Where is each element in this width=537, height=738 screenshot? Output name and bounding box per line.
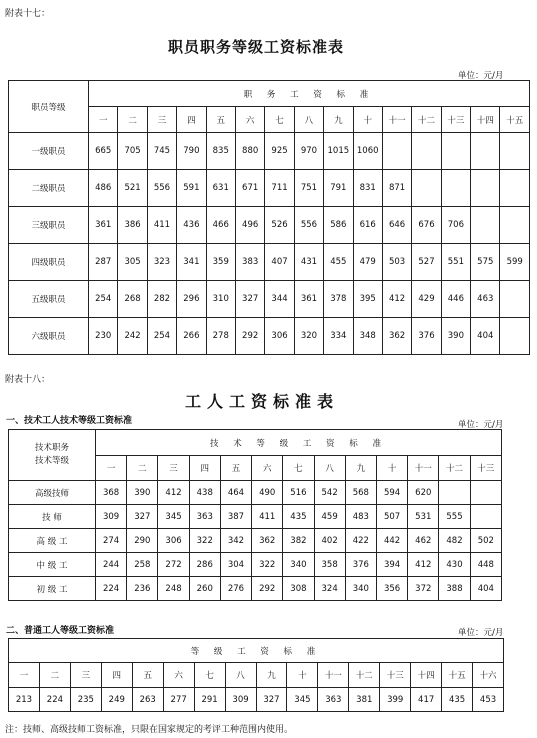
table-cell: 320 <box>294 318 323 355</box>
column-header: 九 <box>345 456 376 481</box>
table-cell: 278 <box>206 318 235 355</box>
table-cell: 568 <box>345 481 376 505</box>
table-cell: 362 <box>382 318 411 355</box>
column-header: 五 <box>220 456 251 481</box>
table-cell: 249 <box>101 688 132 712</box>
table-cell: 412 <box>382 281 411 318</box>
column-header: 十四 <box>411 663 442 688</box>
table-cell: 388 <box>439 577 470 601</box>
table-cell: 671 <box>235 170 264 207</box>
ordinary-worker-salary-table <box>8 638 504 712</box>
corner-header: 职员等级 <box>9 81 89 133</box>
table-cell: 290 <box>127 529 158 553</box>
table-cell: 395 <box>353 281 382 318</box>
table-cell: 751 <box>294 170 323 207</box>
table-cell: 438 <box>189 481 220 505</box>
table-cell <box>500 281 530 318</box>
table-cell: 306 <box>265 318 294 355</box>
table-cell: 706 <box>441 207 470 244</box>
table-row <box>9 170 530 207</box>
table-cell <box>471 207 500 244</box>
column-header: 四 <box>189 456 220 481</box>
table-cell: 435 <box>442 688 473 712</box>
table-cell: 466 <box>206 207 235 244</box>
group-header: 职 务 工 资 标 准 <box>89 81 530 107</box>
table-cell: 925 <box>265 133 294 170</box>
column-header: 十三 <box>470 456 501 481</box>
table-cell: 386 <box>118 207 147 244</box>
appendix-17-label: 附表十七： <box>5 9 51 19</box>
table-cell <box>500 207 530 244</box>
table-cell: 390 <box>441 318 470 355</box>
table-cell: 412 <box>158 481 189 505</box>
corner-header-a: 技术职务 <box>34 443 69 453</box>
table-17-title: 职员职务等级工资标准表 <box>168 38 345 56</box>
table-cell: 556 <box>147 170 176 207</box>
column-header: 二 <box>39 663 70 688</box>
appendix-18-label: 附表十八： <box>5 375 51 385</box>
column-header: 四 <box>101 663 132 688</box>
table-cell: 745 <box>147 133 176 170</box>
column-header: 七 <box>265 107 294 133</box>
table-cell: 308 <box>283 577 314 601</box>
table-cell: 575 <box>471 244 500 281</box>
table-cell: 599 <box>500 244 530 281</box>
table-cell: 711 <box>265 170 294 207</box>
table-cell: 341 <box>177 244 206 281</box>
table-cell: 435 <box>283 505 314 529</box>
table-cell: 230 <box>89 318 118 355</box>
table-cell: 486 <box>89 170 118 207</box>
row-label: 高 级 工 <box>9 529 96 553</box>
row-label: 初 级 工 <box>9 577 96 601</box>
row-label: 四级职员 <box>9 244 89 281</box>
column-header: 五 <box>132 663 163 688</box>
table-cell: 277 <box>163 688 194 712</box>
table-cell: 394 <box>376 553 407 577</box>
table-cell: 381 <box>349 688 380 712</box>
section-1-unit: 单位：元/月 <box>458 420 504 430</box>
column-header: 十三 <box>441 107 470 133</box>
table-cell: 344 <box>265 281 294 318</box>
table-cell: 404 <box>470 577 501 601</box>
table-cell: 372 <box>408 577 439 601</box>
table-cell: 361 <box>294 281 323 318</box>
table-cell: 526 <box>265 207 294 244</box>
table-cell: 348 <box>353 318 382 355</box>
row-label: 三级职员 <box>9 207 89 244</box>
table-cell: 831 <box>353 170 382 207</box>
table-cell: 368 <box>96 481 127 505</box>
table-17-unit: 单位：元/月 <box>458 71 504 81</box>
table-cell: 442 <box>376 529 407 553</box>
table-cell: 292 <box>252 577 283 601</box>
table-cell: 376 <box>345 553 376 577</box>
table-row <box>9 481 502 505</box>
table-cell: 358 <box>314 553 345 577</box>
table-cell: 287 <box>89 244 118 281</box>
table-cell: 527 <box>412 244 441 281</box>
table-cell <box>382 133 411 170</box>
column-header: 十一 <box>318 663 349 688</box>
row-label: 一级职员 <box>9 133 89 170</box>
footnote: 注：技师、高级技师工资标准，只限在国家规定的考评工种范围内使用。 <box>5 725 294 735</box>
table-cell: 422 <box>345 529 376 553</box>
table-cell: 455 <box>324 244 353 281</box>
column-header: 二 <box>118 107 147 133</box>
table-cell: 542 <box>314 481 345 505</box>
table-cell: 835 <box>206 133 235 170</box>
table-cell <box>500 170 530 207</box>
table-cell: 399 <box>380 688 411 712</box>
table-cell: 292 <box>235 318 264 355</box>
table-cell: 791 <box>324 170 353 207</box>
table-cell: 646 <box>382 207 411 244</box>
table-cell: 322 <box>252 553 283 577</box>
table-cell: 236 <box>127 577 158 601</box>
table-cell: 306 <box>158 529 189 553</box>
table-cell: 363 <box>318 688 349 712</box>
table-cell: 224 <box>39 688 70 712</box>
table-row <box>9 505 502 529</box>
column-header: 十 <box>287 663 318 688</box>
table-cell: 417 <box>411 688 442 712</box>
table-cell: 620 <box>408 481 439 505</box>
table-cell: 286 <box>189 553 220 577</box>
column-header: 十五 <box>500 107 530 133</box>
table-cell: 363 <box>189 505 220 529</box>
corner-header <box>9 430 96 481</box>
row-label: 五级职员 <box>9 281 89 318</box>
table-cell: 268 <box>118 281 147 318</box>
table-cell: 361 <box>89 207 118 244</box>
table-cell: 496 <box>235 207 264 244</box>
staff-salary-table <box>8 80 530 355</box>
table-cell: 304 <box>220 553 251 577</box>
row-label: 六级职员 <box>9 318 89 355</box>
table-cell: 362 <box>252 529 283 553</box>
column-header: 十四 <box>471 107 500 133</box>
table-cell: 462 <box>408 529 439 553</box>
table-cell <box>500 133 530 170</box>
table-cell: 446 <box>441 281 470 318</box>
table-cell: 359 <box>206 244 235 281</box>
table-cell: 224 <box>96 577 127 601</box>
table-row <box>9 318 530 355</box>
table-cell: 551 <box>441 244 470 281</box>
column-header: 十一 <box>408 456 439 481</box>
table-cell: 274 <box>96 529 127 553</box>
section-1-title: 一、技术工人技术等级工资标准 <box>6 416 133 426</box>
column-header: 十二 <box>349 663 380 688</box>
table-cell: 327 <box>235 281 264 318</box>
table-cell: 448 <box>470 553 501 577</box>
table-cell: 790 <box>177 133 206 170</box>
table-cell: 387 <box>220 505 251 529</box>
table-cell: 490 <box>252 481 283 505</box>
column-header: 九 <box>256 663 287 688</box>
section-2-unit: 单位：元/月 <box>458 628 504 638</box>
column-header: 七 <box>194 663 225 688</box>
table-cell: 411 <box>147 207 176 244</box>
table-cell: 594 <box>376 481 407 505</box>
table-cell: 266 <box>177 318 206 355</box>
table-cell: 345 <box>287 688 318 712</box>
column-header: 十五 <box>442 663 473 688</box>
table-cell: 586 <box>324 207 353 244</box>
column-header: 十 <box>376 456 407 481</box>
table-cell: 291 <box>194 688 225 712</box>
column-header: 十 <box>353 107 382 133</box>
table-cell: 356 <box>376 577 407 601</box>
table-cell: 453 <box>473 688 504 712</box>
column-header: 五 <box>206 107 235 133</box>
table-cell: 276 <box>220 577 251 601</box>
table-cell: 631 <box>206 170 235 207</box>
row-label: 技 师 <box>9 505 96 529</box>
table-cell: 402 <box>314 529 345 553</box>
table-cell: 244 <box>96 553 127 577</box>
table-cell: 556 <box>294 207 323 244</box>
table-cell <box>439 481 470 505</box>
table-row <box>9 133 530 170</box>
row-label: 高级技师 <box>9 481 96 505</box>
table-row <box>9 529 502 553</box>
table-cell: 430 <box>439 553 470 577</box>
table-cell: 342 <box>220 529 251 553</box>
table-cell: 309 <box>225 688 256 712</box>
column-header: 八 <box>225 663 256 688</box>
column-header: 六 <box>235 107 264 133</box>
table-cell: 383 <box>235 244 264 281</box>
table-cell: 282 <box>147 281 176 318</box>
table-cell: 323 <box>147 244 176 281</box>
table-cell: 459 <box>314 505 345 529</box>
table-cell: 521 <box>118 170 147 207</box>
table-cell: 676 <box>412 207 441 244</box>
table-cell: 248 <box>158 577 189 601</box>
table-cell: 340 <box>283 553 314 577</box>
table-cell: 296 <box>177 281 206 318</box>
table-cell <box>470 481 501 505</box>
row-label: 中 级 工 <box>9 553 96 577</box>
column-header: 七 <box>283 456 314 481</box>
table-cell: 254 <box>147 318 176 355</box>
table-cell: 340 <box>345 577 376 601</box>
table-cell <box>471 133 500 170</box>
column-header: 六 <box>163 663 194 688</box>
table-cell: 390 <box>127 481 158 505</box>
table-cell: 382 <box>283 529 314 553</box>
table-row <box>9 577 502 601</box>
table-cell: 310 <box>206 281 235 318</box>
column-header: 三 <box>158 456 189 481</box>
table-cell: 516 <box>283 481 314 505</box>
table-cell: 411 <box>252 505 283 529</box>
table-cell: 503 <box>382 244 411 281</box>
column-header: 八 <box>294 107 323 133</box>
table-cell: 531 <box>408 505 439 529</box>
column-header: 一 <box>9 663 40 688</box>
column-header: 十二 <box>439 456 470 481</box>
table-cell: 272 <box>158 553 189 577</box>
corner-header-b: 技术等级 <box>34 456 69 466</box>
table-cell: 464 <box>220 481 251 505</box>
column-header: 一 <box>89 107 118 133</box>
table-cell: 305 <box>118 244 147 281</box>
table-cell: 322 <box>189 529 220 553</box>
table-cell: 254 <box>89 281 118 318</box>
table-row <box>9 281 530 318</box>
table-cell: 483 <box>345 505 376 529</box>
table-cell: 213 <box>9 688 40 712</box>
table-cell <box>412 133 441 170</box>
table-cell: 376 <box>412 318 441 355</box>
table-cell: 1015 <box>324 133 353 170</box>
table-cell: 1060 <box>353 133 382 170</box>
table-cell <box>471 170 500 207</box>
table-row <box>9 688 504 712</box>
table-cell: 431 <box>294 244 323 281</box>
table-cell: 871 <box>382 170 411 207</box>
table-cell: 378 <box>324 281 353 318</box>
table-cell: 242 <box>118 318 147 355</box>
table-cell <box>441 133 470 170</box>
section-2-title: 二、普通工人等级工资标准 <box>6 626 115 636</box>
table-cell: 412 <box>408 553 439 577</box>
table-row <box>9 207 530 244</box>
table-cell: 327 <box>256 688 287 712</box>
table-cell: 429 <box>412 281 441 318</box>
skilled-worker-salary-table <box>8 429 502 601</box>
table-cell: 263 <box>132 688 163 712</box>
table-cell: 705 <box>118 133 147 170</box>
column-header: 十二 <box>412 107 441 133</box>
table-cell: 665 <box>89 133 118 170</box>
table-cell <box>470 505 501 529</box>
table-cell: 407 <box>265 244 294 281</box>
row-label: 二级职员 <box>9 170 89 207</box>
table-cell <box>441 170 470 207</box>
table-row <box>9 244 530 281</box>
table-cell: 345 <box>158 505 189 529</box>
table-cell: 334 <box>324 318 353 355</box>
column-header: 十一 <box>382 107 411 133</box>
table-cell: 235 <box>70 688 101 712</box>
table-cell: 260 <box>189 577 220 601</box>
table-cell: 970 <box>294 133 323 170</box>
column-header: 四 <box>177 107 206 133</box>
column-header: 二 <box>127 456 158 481</box>
table-cell: 482 <box>439 529 470 553</box>
column-header: 六 <box>252 456 283 481</box>
table-cell <box>500 318 530 355</box>
table-cell: 479 <box>353 244 382 281</box>
column-header: 十三 <box>380 663 411 688</box>
column-header: 八 <box>314 456 345 481</box>
table-cell: 436 <box>177 207 206 244</box>
table-cell: 327 <box>127 505 158 529</box>
table-cell: 616 <box>353 207 382 244</box>
table-cell: 507 <box>376 505 407 529</box>
table-cell: 555 <box>439 505 470 529</box>
table-cell: 591 <box>177 170 206 207</box>
table-cell: 258 <box>127 553 158 577</box>
table-cell: 309 <box>96 505 127 529</box>
table-cell: 463 <box>471 281 500 318</box>
column-header: 三 <box>147 107 176 133</box>
table-cell <box>412 170 441 207</box>
table-cell: 502 <box>470 529 501 553</box>
column-header: 十六 <box>473 663 504 688</box>
column-header: 九 <box>324 107 353 133</box>
group-header: 等 级 工 资 标 准 <box>9 639 504 663</box>
table-row <box>9 553 502 577</box>
column-header: 三 <box>70 663 101 688</box>
table-cell: 880 <box>235 133 264 170</box>
table-cell: 404 <box>471 318 500 355</box>
column-header: 一 <box>96 456 127 481</box>
group-header: 技 术 等 级 工 资 标 准 <box>96 430 502 456</box>
table-18-title: 工人工资标准表 <box>185 392 340 411</box>
table-cell: 324 <box>314 577 345 601</box>
